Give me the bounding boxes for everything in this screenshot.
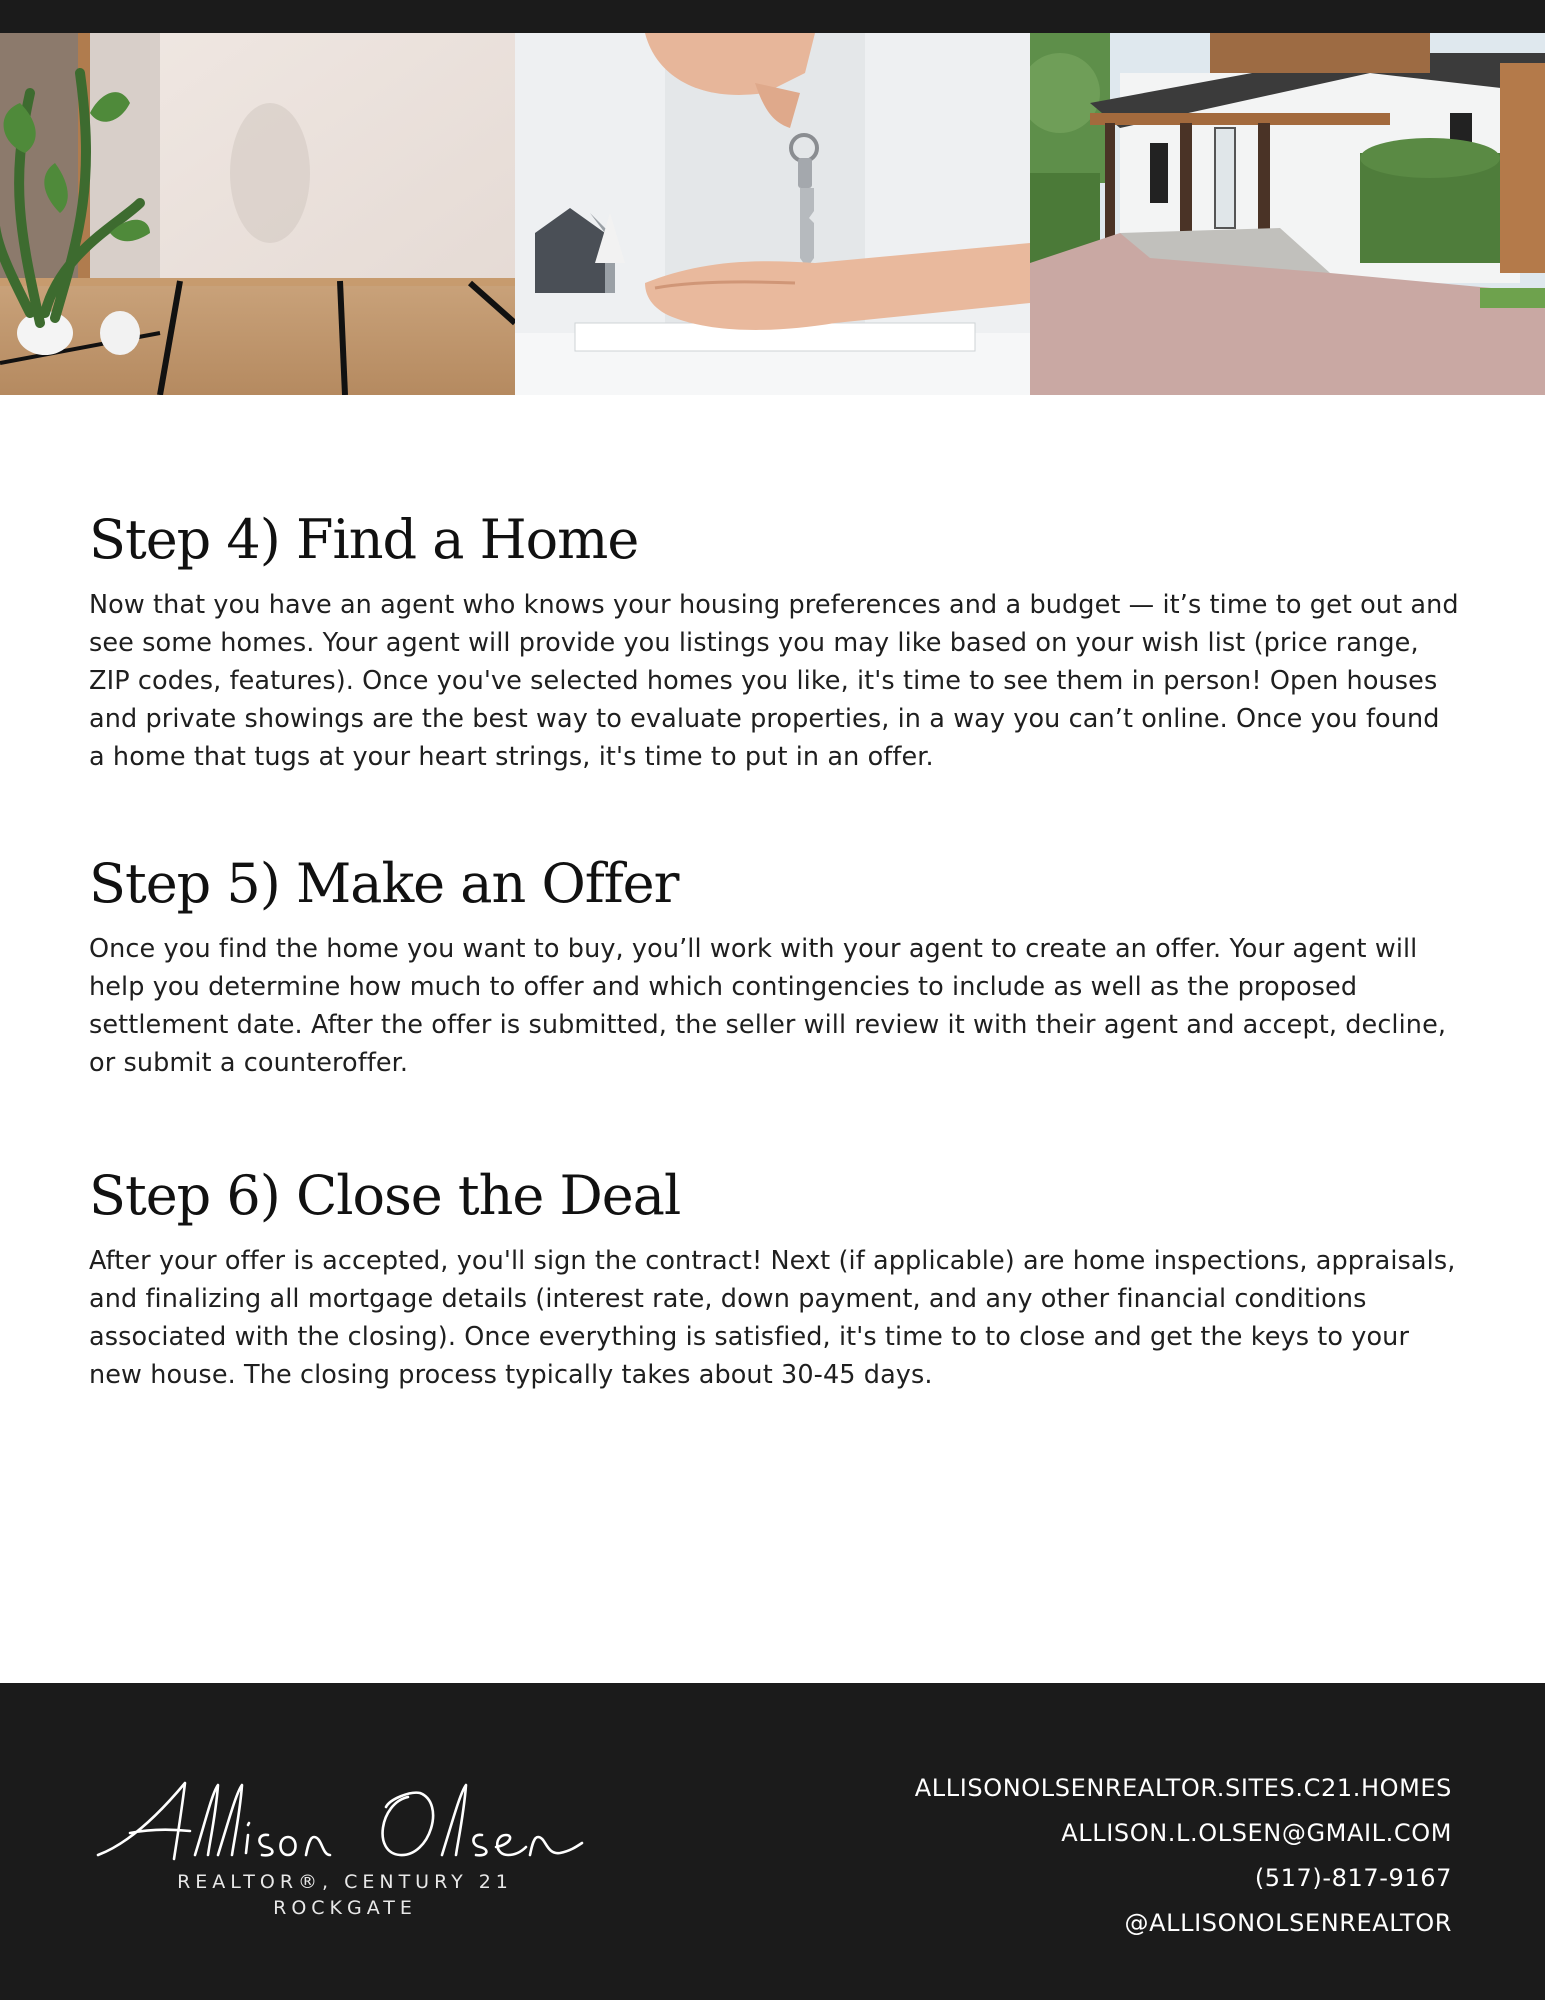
farmhouse-exterior-photo xyxy=(1030,33,1545,395)
step-5-title: Step 5) Make an Offer xyxy=(89,852,679,915)
steps-content xyxy=(89,500,1459,1394)
footer xyxy=(0,1683,1545,2000)
phone-link[interactable]: (517)-817-9167 xyxy=(1254,1864,1452,1892)
contact-list xyxy=(915,1766,1452,1946)
house-key-handover-photo xyxy=(515,33,1030,395)
hero-photo-strip xyxy=(0,33,1545,395)
realtor-subtitle: REALTOR®, CENTURY 21 ROCKGATE xyxy=(177,1871,513,1919)
interior-room-photo xyxy=(0,33,515,395)
step-6-title: Step 6) Close the Deal xyxy=(89,1164,681,1227)
social-handle-link[interactable]: @ALLISONOLSENREALTOR xyxy=(1124,1909,1452,1937)
step-4-body: Now that you have an agent who knows your housing preferences and a budget — it’s time to get out and see some homes. Your agent will provide you listings you may like based on your wish list (price range, ZIP codes, features). Once you've selected homes you like, it's time to see them in person! Open houses and private showings are the best way to evaluate properties, in a way you can’t online. Once you found a home that tugs at your heart strings, it's time to put in an offer. xyxy=(89,590,1459,772)
step-6-section xyxy=(89,1156,1459,1394)
top-bar xyxy=(0,0,1545,33)
step-6-body: After your offer is accepted, you'll sign the contract! Next (if applicable) are home inspections, appraisals, and finalizing all mortgage details (interest rate, down payment, and any other financial conditions associated with the closing). Once everything is satisfied, it's time to to close and get the keys to your new house. The closing process typically takes about 30-45 days. xyxy=(89,1246,1456,1390)
signature-logo xyxy=(90,1763,610,1883)
step-5-body: Once you find the home you want to buy, you’ll work with your agent to create an offer. Your agent will help you determine how much to offer and which contingencies to include as well as the proposed settlement date. After the offer is submitted, the seller will review it with their agent and accept, decline, or submit a counteroffer. xyxy=(89,934,1447,1078)
website-link[interactable]: ALLISONOLSENREALTOR.SITES.C21.HOMES xyxy=(914,1774,1452,1802)
email-link[interactable]: ALLISON.L.OLSEN@GMAIL.COM xyxy=(1061,1819,1452,1847)
step-5-section xyxy=(89,844,1459,1082)
step-4-section xyxy=(89,500,1459,776)
step-4-title: Step 4) Find a Home xyxy=(89,508,639,571)
